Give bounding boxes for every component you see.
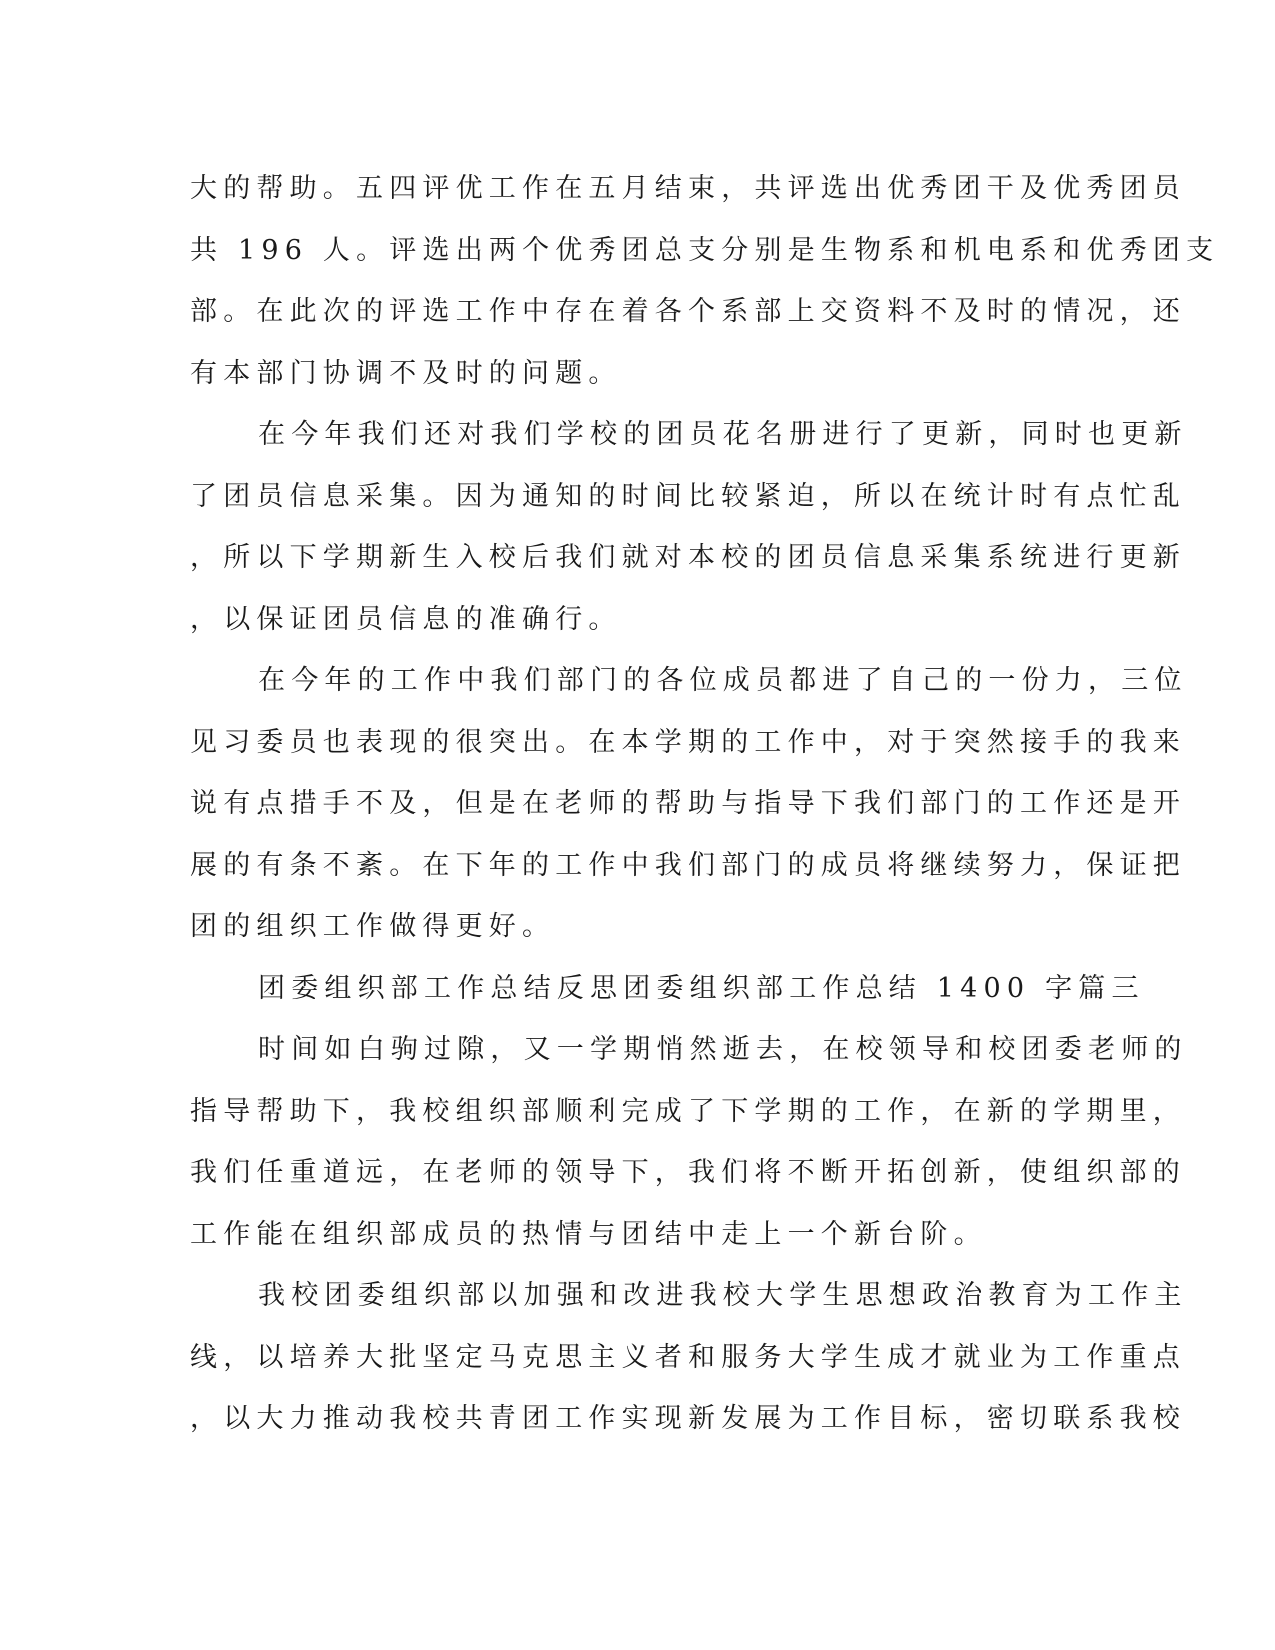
text-line: 工作能在组织部成员的热情与团结中走上一个新台阶。 [190,1218,987,1250]
text-line: ，所以下学期新生入校后我们就对本校的团员信息采集系统进行更新 [190,542,1186,573]
text-line: 见习委员也表现的很突出。在本学期的工作中，对于突然接手的我来 [190,726,1186,758]
text-line: 指导帮助下，我校组织部顺利完成了下学期的工作，在新的学期里， [190,1095,1186,1127]
paragraph-start-line: 我校团委组织部以加强和改进我校大学生思想政治教育为工作主 [258,1280,1188,1311]
text-line: 大的帮助。五四评优工作在五月结束，共评选出优秀团干及优秀团员 [190,173,1186,204]
paragraph-start-line: 时间如白驹过隙，又一学期悄然逝去，在校领导和校团委老师的 [258,1034,1188,1065]
text-line: 说有点措手不及，但是在老师的帮助与指导下我们部门的工作还是开 [190,788,1186,819]
text-line: 共 196 人。评选出两个优秀团总支分别是生物系和机电系和优秀团支 [190,234,1220,266]
text-line: 部。在此次的评选工作中存在着各个系部上交资料不及时的情况，还 [190,296,1186,327]
text-line: 了团员信息采集。因为通知的时间比较紧迫，所以在统计时有点忙乱 [190,480,1186,512]
paragraph-start-line: 在今年我们还对我们学校的团员花名册进行了更新，同时也更新 [258,419,1188,450]
text-line: 线，以培养大批坚定马克思主义者和服务大学生成才就业为工作重点 [190,1341,1186,1373]
section-heading: 团委组织部工作总结反思团委组织部工作总结 1400 字篇三 [258,972,1145,1004]
text-line: 有本部门协调不及时的问题。 [190,357,622,389]
document-body [190,158,1220,1450]
text-line: ，以保证团员信息的准确行。 [190,603,622,635]
text-line: 团的组织工作做得更好。 [190,911,556,942]
text-line: ，以大力推动我校共青团工作实现新发展为工作目标，密切联系我校 [190,1403,1186,1434]
paragraph-start-line: 在今年的工作中我们部门的各位成员都进了自己的一份力，三位 [258,665,1188,696]
text-line: 展的有条不紊。在下年的工作中我们部门的成员将继续努力，保证把 [190,849,1186,881]
text-line: 我们任重道远，在老师的领导下，我们将不断开拓创新，使组织部的 [190,1157,1186,1188]
